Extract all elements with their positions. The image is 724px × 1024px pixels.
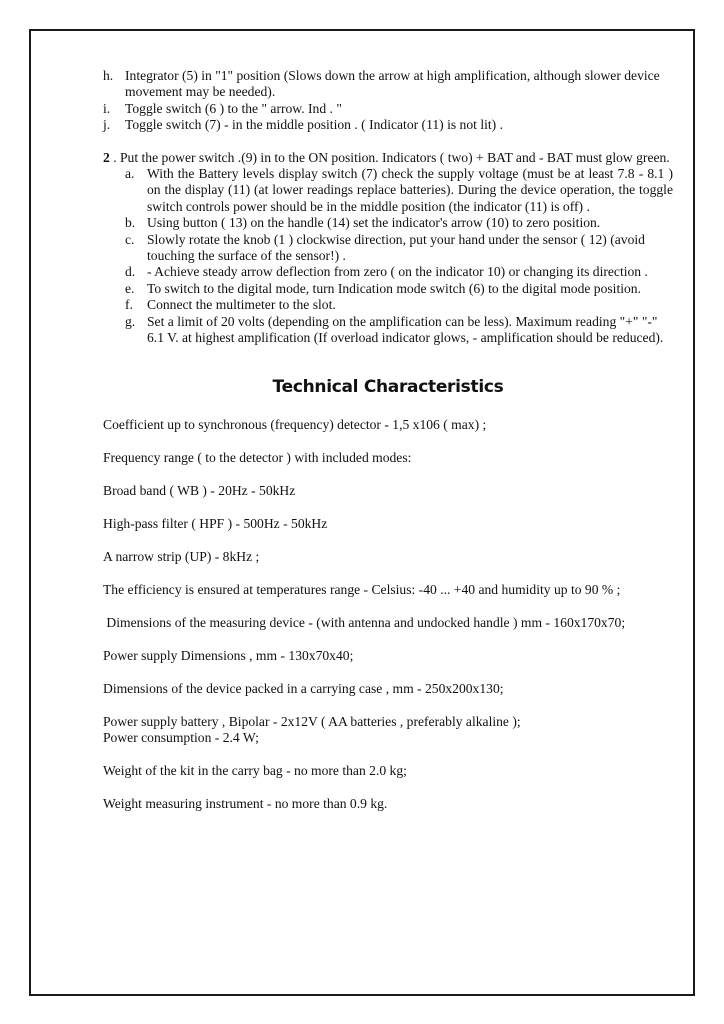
spec-frequency-range: Frequency range ( to the detector ) with included modes: xyxy=(103,449,412,465)
spec-coefficient: Coefficient up to synchronous (frequency) detector - 1,5 x106 ( max) ; xyxy=(103,416,487,432)
spec-device-dimensions: Dimensions of the measuring device - (with antenna and undocked handle ) mm - 160x170x70; xyxy=(103,614,626,630)
list-marker: g. xyxy=(125,313,136,329)
list-item-text: Integrator (5) in "1" position (Slows down the arrow at high amplification, although slower device movement may be needed). xyxy=(125,68,660,100)
substep-g xyxy=(103,314,673,347)
substep-e xyxy=(103,281,673,297)
spec-instrument-weight: Weight measuring instrument - no more than 0.9 kg. xyxy=(103,796,388,812)
list-item-j xyxy=(81,117,673,133)
specs-list xyxy=(103,417,673,813)
spec-temperature-range: The efficiency is ensured at temperatures range - Celsius: -40 ... +40 and humidity up to 90 % ; xyxy=(103,581,621,597)
list-item-text: Using button ( 13) on the handle (14) set the indicator's arrow (10) to zero position. xyxy=(147,215,601,231)
list-item-text: Set a limit of 20 volts (depending on the amplification can be less). Maximum reading "+" "-" 6.1 V. at highest amplification (If overload indicator glows, - amplification should be reduced). xyxy=(147,313,664,346)
list-item-i xyxy=(81,101,673,117)
list-item-text: Toggle switch (6 ) to the " arrow. Ind . " xyxy=(125,100,342,116)
spec-narrow-strip: A narrow strip (UP) - 8kHz ; xyxy=(103,548,260,564)
spec-power-consumption: Power consumption - 2.4 W; xyxy=(103,730,259,746)
substep-d xyxy=(103,264,673,280)
substep-b xyxy=(103,215,673,231)
list-marker: a. xyxy=(125,166,135,182)
list-item-text: Connect the multimeter to the slot. xyxy=(147,297,336,313)
document-content xyxy=(103,68,673,829)
list-marker: b. xyxy=(125,215,136,231)
substep-a xyxy=(103,166,673,215)
substep-f xyxy=(103,297,673,313)
spec-packed-dimensions: Dimensions of the device packed in a carrying case , mm - 250x200x130; xyxy=(103,680,504,696)
list-marker: h. xyxy=(103,68,114,83)
list-item-text: To switch to the digital mode, turn Indication mode switch (6) to the digital mode position. xyxy=(147,280,642,296)
step-number: 2 xyxy=(103,149,110,165)
list-item-text: - Achieve steady arrow deflection from zero ( on the indicator 10) or changing its direction . xyxy=(147,264,648,280)
step-2-paragraph xyxy=(103,150,673,166)
technical-characteristics-heading: Technical Characteristics xyxy=(272,376,504,397)
list-marker: j. xyxy=(103,117,111,133)
list-item-text: Slowly rotate the knob (1 ) clockwise direction, put your hand under the sensor ( 12) (avoid touching the surface of the sensor!) . xyxy=(147,231,645,264)
spec-power-supply-battery: Power supply battery , Bipolar - 2x12V ( AA batteries , preferably alkaline ); xyxy=(103,713,521,729)
continued-instruction-list xyxy=(81,68,673,134)
list-marker: e. xyxy=(125,280,135,296)
list-marker: f. xyxy=(125,297,133,313)
spec-power-supply-dimensions: Power supply Dimensions , mm - 130x70x40; xyxy=(103,647,354,663)
list-item-h xyxy=(81,68,673,101)
list-item-text: Toggle switch (7) - in the middle position . ( Indicator (11) is not lit) . xyxy=(125,117,503,133)
list-marker: i. xyxy=(103,100,111,116)
step-text: . Put the power switch .(9) in to the ON position. Indicators ( two) + BAT and - BAT must glow green. xyxy=(109,149,670,165)
step-2-substeps xyxy=(103,166,673,346)
list-item-text: With the Battery levels display switch (7) check the supply voltage (must be at least 7.8 - 8.1 ) on the display (11) (at lower readings replace batteries). During the device operation, the toggle switch controls power should be in the middle position (the indicator (11) is off) . xyxy=(147,166,673,214)
spec-high-pass-filter: High-pass filter ( HPF ) - 500Hz - 50kHz xyxy=(103,515,328,531)
spec-kit-weight: Weight of the kit in the carry bag - no more than 2.0 kg; xyxy=(103,763,407,779)
spec-broad-band: Broad band ( WB ) - 20Hz - 50kHz xyxy=(103,482,296,498)
list-marker: d. xyxy=(125,264,136,280)
substep-c xyxy=(103,232,673,265)
list-marker: c. xyxy=(125,231,135,247)
